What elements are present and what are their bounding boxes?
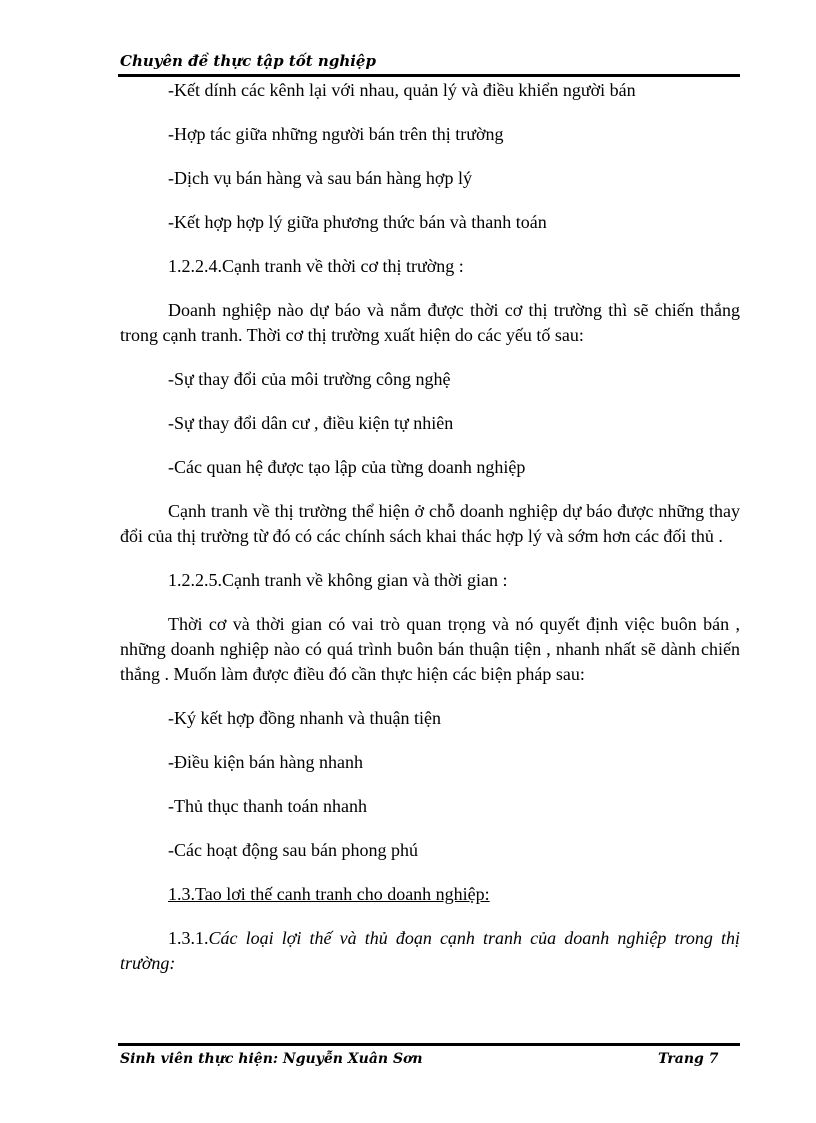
bullet-paragraph: -Dịch vụ bán hàng và sau bán hàng hợp lý bbox=[168, 168, 472, 188]
bullet-paragraph: -Kết dính các kênh lại với nhau, quản lý và điều khiển người bán bbox=[168, 80, 636, 100]
document-body bbox=[120, 78, 740, 976]
header-rule bbox=[118, 74, 740, 77]
underlined-heading: 1.3.Tao lơi thế canh tranh cho doanh nghiệp: bbox=[168, 884, 490, 904]
footer-page-number: Trang 7 bbox=[658, 1051, 719, 1067]
bullet-paragraph: -Sự thay đổi dân cư , điều kiện tự nhiên bbox=[168, 413, 454, 433]
bullet-paragraph: -Sự thay đổi của môi trường công nghệ bbox=[168, 369, 451, 389]
bullet-paragraph: -Các hoạt động sau bán phong phú bbox=[168, 840, 418, 860]
header-title: Chuyên đề thực tập tốt nghiệp bbox=[120, 52, 376, 70]
footer-author: Sinh viên thực hiện: Nguyễn Xuân Sơn bbox=[120, 1051, 423, 1067]
bullet-paragraph: -Hợp tác giữa những người bán trên thị trường bbox=[168, 124, 504, 144]
section-heading: 1.2.2.4.Cạnh tranh về thời cơ thị trường : bbox=[168, 256, 464, 276]
bullet-paragraph: -Các quan hệ được tạo lập của từng doanh nghiệp bbox=[168, 457, 526, 477]
subsection-heading bbox=[120, 926, 740, 976]
body-paragraph: Cạnh tranh về thị trường thể hiện ở chỗ doanh nghiệp dự báo được những thay đổi của thị trường từ đó có các chính sách khai thác hợp lý và sớm hơn các đối thủ . bbox=[120, 501, 740, 546]
subsection-title: Các loại lợi thế và thủ đoạn cạnh tranh của doanh nghiệp trong thị trường: bbox=[120, 928, 740, 973]
subsection-number: 1.3.1. bbox=[168, 928, 209, 948]
section-heading: 1.2.2.5.Cạnh tranh về không gian và thời gian : bbox=[168, 570, 508, 590]
bullet-paragraph: -Kết hợp hợp lý giữa phương thức bán và thanh toán bbox=[168, 212, 547, 232]
bullet-paragraph: -Ký kết hợp đồng nhanh và thuận tiện bbox=[168, 708, 441, 728]
section-heading bbox=[120, 882, 740, 907]
bullet-paragraph: -Thủ thục thanh toán nhanh bbox=[168, 796, 367, 816]
bullet-paragraph: -Điều kiện bán hàng nhanh bbox=[168, 752, 363, 772]
body-paragraph: Thời cơ và thời gian có vai trò quan trọng và nó quyết định việc buôn bán , những doanh nghiệp nào có quá trình buôn bán thuận tiện , nhanh nhất sẽ dành chiến thắng . Muốn làm được điều đó cần thực hiện các biện pháp sau: bbox=[120, 614, 740, 684]
body-paragraph: Doanh nghiệp nào dự báo và nắm được thời cơ thị trường thì sẽ chiến thắng trong cạnh tranh. Thời cơ thị trường xuất hiện do các yếu tố sau: bbox=[120, 300, 740, 345]
footer-rule bbox=[118, 1043, 740, 1046]
